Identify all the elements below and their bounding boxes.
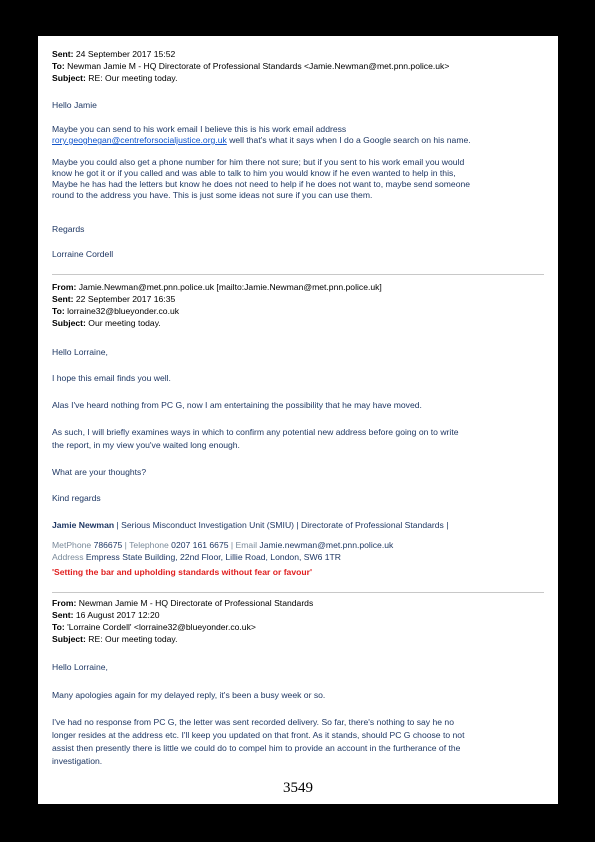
email-separator [52, 592, 544, 593]
email2-p4: What are your thoughts? [52, 467, 147, 477]
email1-p2-line1: Maybe you could also get a phone number for him there not sure; but if you sent to his work email you would [52, 157, 465, 167]
email1-p1-line2: rory.geoghegan@centreforsocialjustice.org.uk well that's what it says when I do a Google search on his name. [52, 135, 471, 145]
email2-closing: Kind regards [52, 493, 101, 503]
email3-p2-line1: I've had no response from PC G, the letter was sent recorded delivery. So far, there's nothing to say he no [52, 717, 454, 727]
email2-sent-line: Sent: 22 September 2017 16:35 [52, 294, 176, 304]
email3-p2-line3: assist then presently there is little we could do to compel him to provide an account in the furtherance of the [52, 743, 461, 753]
email3-to-line: To: 'Lorraine Cordell' <lorraine32@blueyonder.co.uk> [52, 622, 256, 632]
email2-signature-line: Jamie Newman | Serious Misconduct Investigation Unit (SMIU) | Directorate of Professional Standards | [52, 520, 449, 530]
email2-from-line: From: Jamie.Newman@met.pnn.police.uk [mailto:Jamie.Newman@met.pnn.police.uk] [52, 282, 382, 292]
email2-address-line: Address Empress State Building, 22nd Floor, Lillie Road, London, SW6 1TR [52, 552, 342, 562]
email1-greeting: Hello Jamie [52, 100, 97, 110]
email2-contact-line: MetPhone 786675 | Telephone 0207 161 6675 | Email Jamie.newman@met.pnn.police.uk [52, 540, 394, 550]
email3-from-line: From: Newman Jamie M - HQ Directorate of Professional Standards [52, 598, 314, 608]
email2-greeting: Hello Lorraine, [52, 347, 108, 357]
email2-p3-line1: As such, I will briefly examines ways in which to confirm any potential new address before going on to write [52, 427, 459, 437]
email1-p2-line4: round to the address you have. This is just some ideas not sure if you can use them. [52, 190, 373, 200]
email3-sent-line: Sent: 16 August 2017 12:20 [52, 610, 160, 620]
work-email-link[interactable]: rory.geoghegan@centreforsocialjustice.org.uk [52, 135, 227, 145]
email3-subject-line: Subject: RE: Our meeting today. [52, 634, 178, 644]
email2-motto: 'Setting the bar and upholding standards without fear or favour' [52, 567, 312, 577]
email3-p1: Many apologies again for my delayed reply, it's been a busy week or so. [52, 690, 326, 700]
email2-subject-line: Subject: Our meeting today. [52, 318, 161, 328]
document-page [38, 36, 558, 804]
email2-p3-line2: the report, in my view you've waited long enough. [52, 440, 240, 450]
email-separator [52, 274, 544, 275]
email1-p2-line2: know he got it or if you called and was able to talk to him you would know if he even wanted to help in this, [52, 168, 456, 178]
email1-sent-line: Sent: 24 September 2017 15:52 [52, 49, 176, 59]
email1-p1-line1: Maybe you can send to his work email I believe this is his work email address [52, 124, 347, 134]
page-number: 3549 [283, 780, 313, 796]
email1-regards: Regards [52, 224, 85, 234]
email2-to-line: To: lorraine32@blueyonder.co.uk [52, 306, 180, 316]
email1-subject-line: Subject: RE: Our meeting today. [52, 73, 178, 83]
email2-p2: Alas I've heard nothing from PC G, now I am entertaining the possibility that he may have moved. [52, 400, 422, 410]
email1-to-line: To: Newman Jamie M - HQ Directorate of Professional Standards <Jamie.Newman@met.pnn.police.uk> [52, 61, 450, 71]
email1-signature: Lorraine Cordell [52, 249, 114, 259]
email2-p1: I hope this email finds you well. [52, 373, 171, 383]
email3-greeting: Hello Lorraine, [52, 662, 108, 672]
email1-p2-line3: Maybe he has had the letters but know he does not need to help if he does not want to, maybe send someone [52, 179, 471, 189]
email3-p2-line2: longer resides at the address etc. I'll keep you updated on that front. As it stands, should PC G choose to not [52, 730, 465, 740]
email3-p2-line4: investigation. [52, 756, 103, 766]
